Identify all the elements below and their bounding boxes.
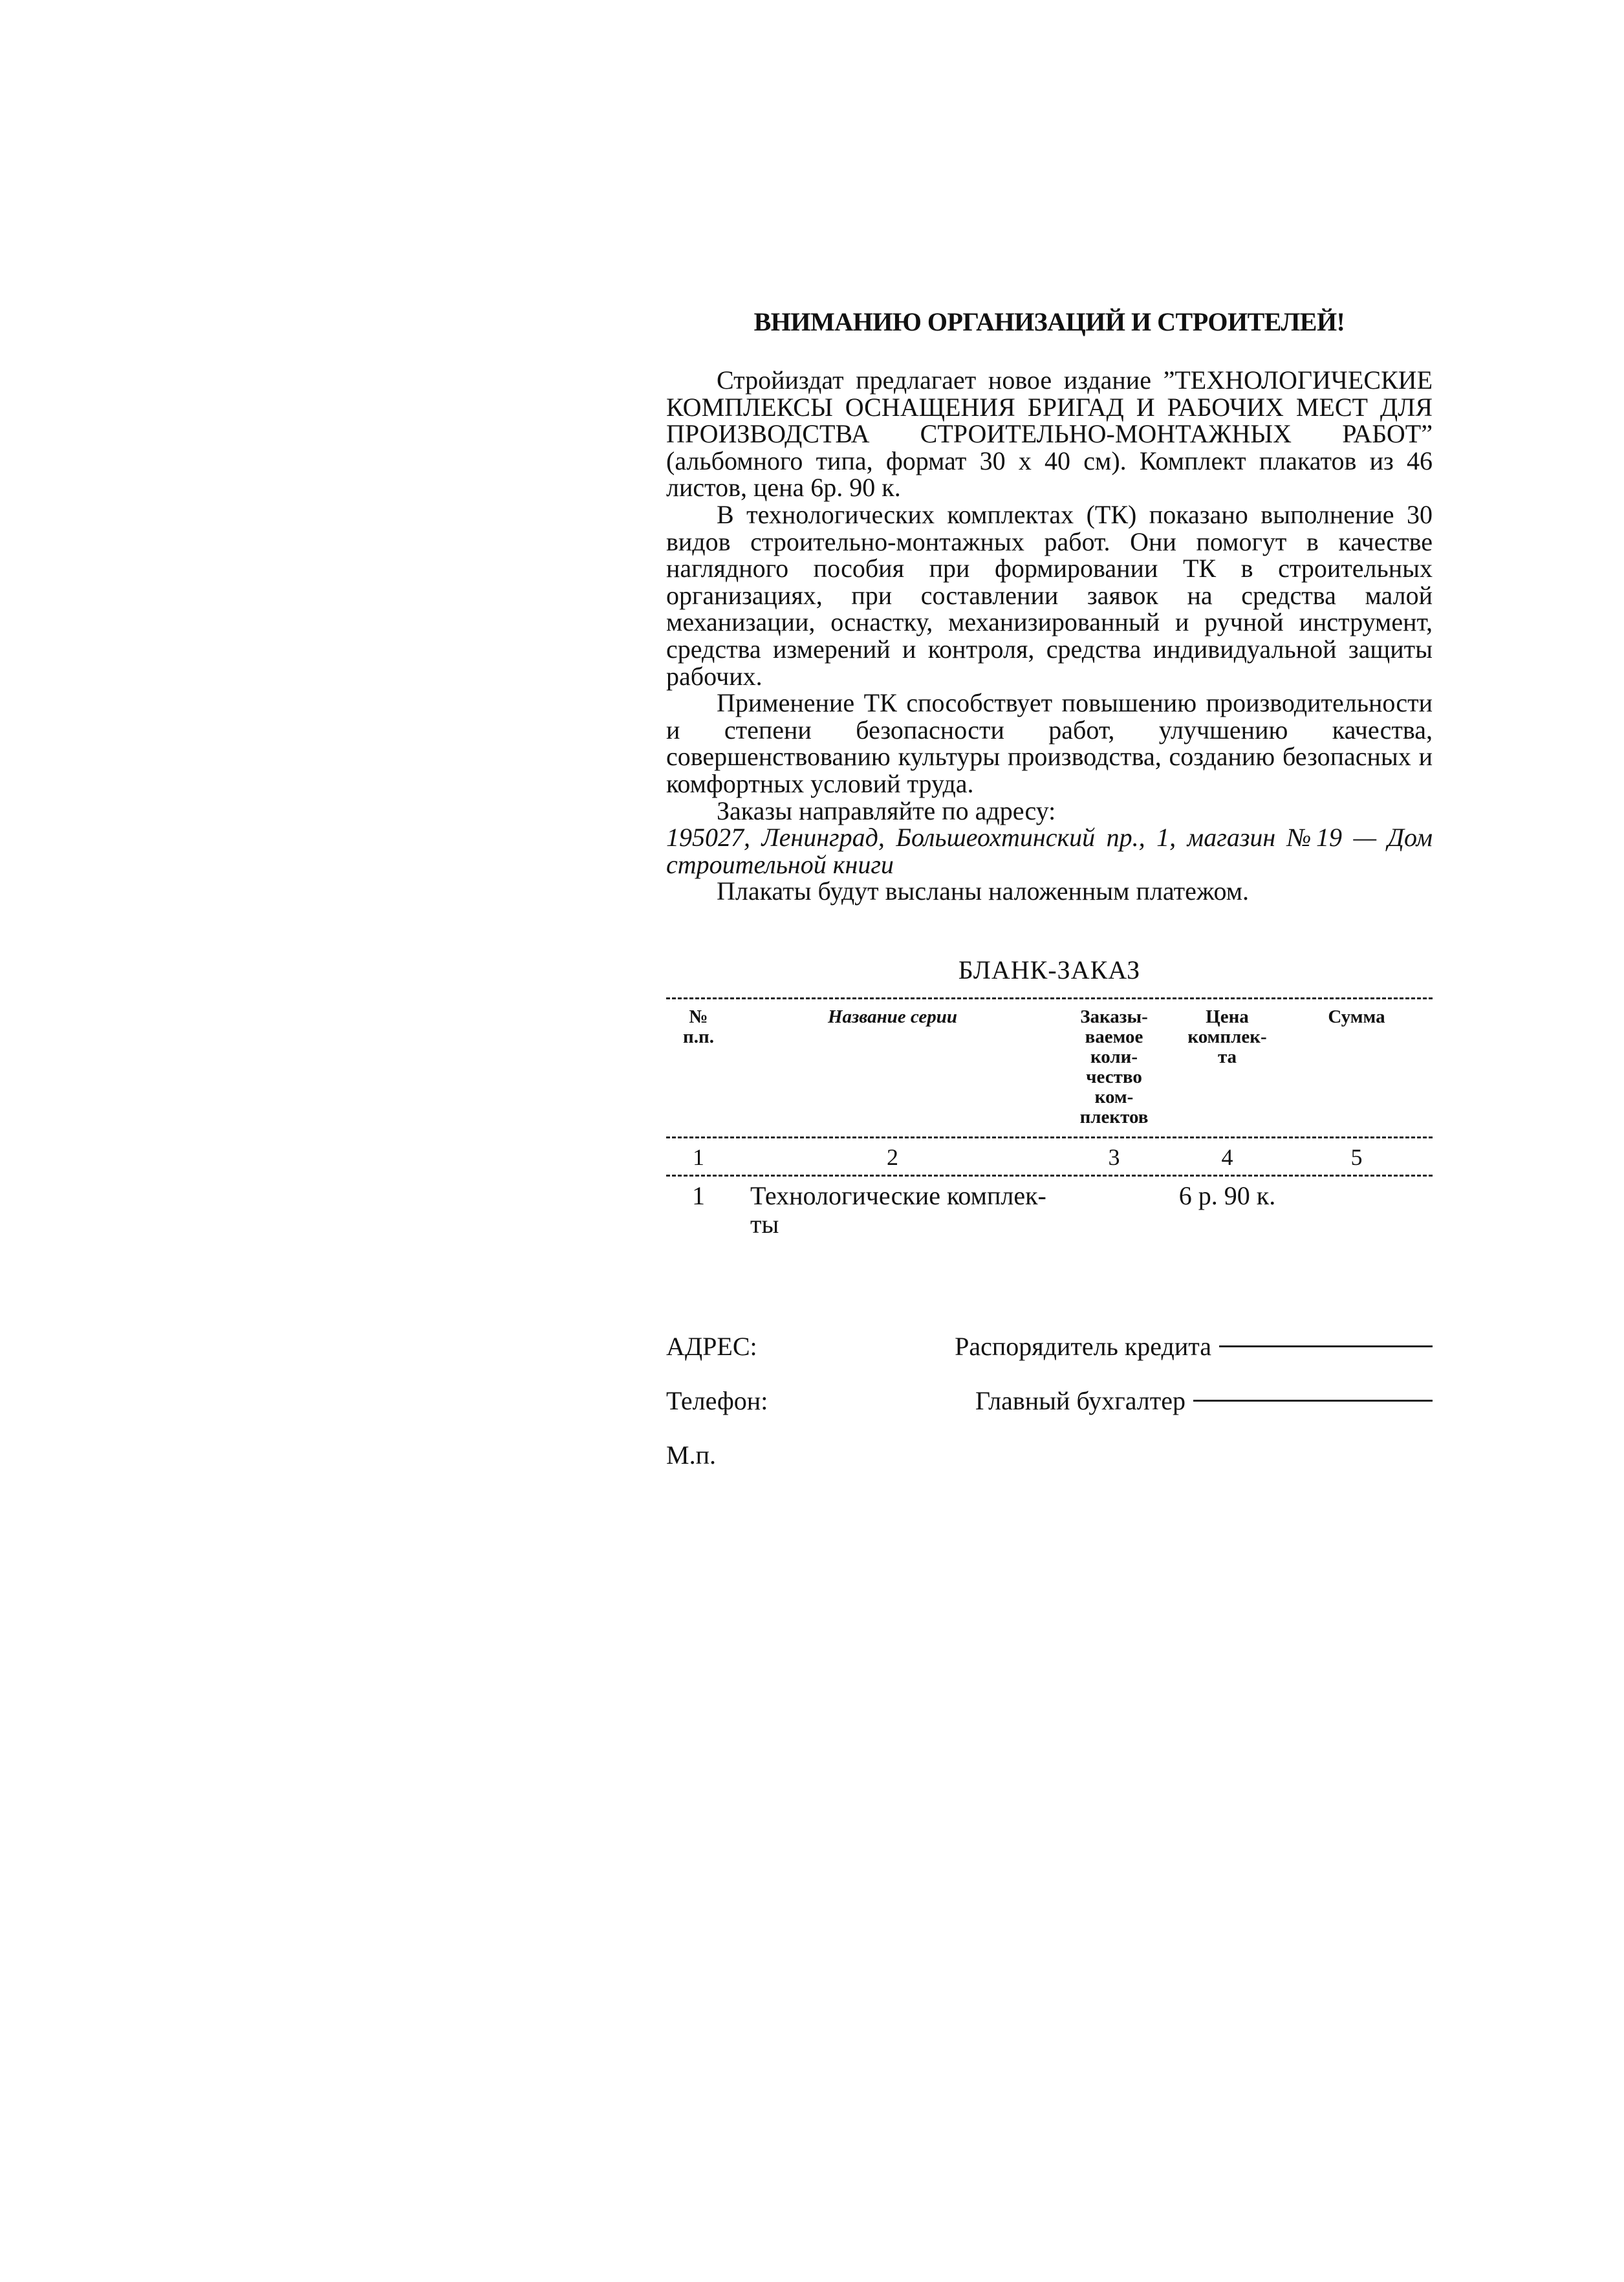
page-heading: ВНИМАНИЮ ОРГАНИЗАЦИЙ И СТРОИТЕЛЕЙ! — [753, 307, 1345, 336]
credit-manager-label: Распорядитель кредита — [955, 1332, 1211, 1361]
row-number: 1 — [692, 1181, 705, 1210]
row-sum[interactable] — [1281, 1182, 1433, 1239]
row-series-name: Технологические комплек- ты — [750, 1181, 1046, 1239]
address-line — [666, 1331, 1433, 1364]
paragraph-delivery: Плакаты будут высланы наложенным платежом. — [717, 876, 1250, 906]
order-form-title: БЛАНК-ЗАКАЗ — [958, 955, 1141, 984]
column-number-row — [666, 1138, 1433, 1175]
header-number: № п.п. — [683, 1006, 714, 1047]
credit-manager-signature-field[interactable] — [1219, 1345, 1433, 1347]
column-number-5: 5 — [1350, 1144, 1363, 1170]
stamp-line — [666, 1440, 1433, 1472]
chief-accountant-label: Главный бухгалтер — [975, 1386, 1186, 1415]
order-address: 195027, Ленинград, Большеохтинский пр., 1, магазин №19 — Дом строительной книги — [666, 823, 1433, 879]
table-header-row — [666, 999, 1433, 1136]
phone-label: Телефон: — [666, 1386, 768, 1415]
row-quantity[interactable] — [1054, 1182, 1174, 1239]
order-form-table — [666, 997, 1433, 1244]
header-price: Цена комплек- та — [1187, 1006, 1267, 1067]
announcement-body — [666, 367, 1433, 905]
header-quantity: Заказы- ваемое коли- чество ком- плектов — [1079, 1006, 1149, 1127]
credit-manager-line — [955, 1331, 1433, 1362]
paragraph-contents: В технологических комплектах (ТК) показано выполнение 30 видов строительно-монтажных работ. Они помогут в качестве наглядного пособия при формировании ТК в строительных организациях, при составлении заявок на средства малой механизации, оснастку, механизированный и ручной инструмент, средства измерений и контроля, средства индивидуальной защиты рабочих. — [666, 499, 1433, 691]
column-number-3: 3 — [1108, 1144, 1120, 1170]
address-label: АДРЕС: — [666, 1332, 757, 1361]
table-row — [666, 1177, 1433, 1244]
column-number-1: 1 — [693, 1144, 704, 1170]
chief-accountant-signature-field[interactable] — [1193, 1400, 1433, 1402]
paragraph-offer: Стройиздат предлагает новое издание ”ТЕХНОЛОГИЧЕСКИЕ КОМПЛЕКСЫ ОСНАЩЕНИЯ БРИГАД И РАБОЧИХ МЕСТ ДЛЯ ПРОИЗВОДСТВА СТРОИТЕЛЬНО-МОНТАЖНЫХ РАБОТ” (альбомного типа, формат 30 х 40 см). Комплект плакатов из 46 листов, цена 6р. 90 к. — [666, 365, 1433, 503]
column-number-2: 2 — [887, 1144, 898, 1170]
phone-line — [666, 1386, 1433, 1418]
column-number-4: 4 — [1221, 1144, 1233, 1170]
stamp-label: М.п. — [666, 1440, 716, 1470]
chief-accountant-line — [975, 1386, 1433, 1416]
header-series-name: Название серии — [827, 1006, 958, 1027]
paragraph-benefits: Применение ТК способствует повышению производительности и степени безопасности работ, улучшению качества, совершенствованию культуры производства, созданию безопасных и комфортных условий труда. — [666, 688, 1433, 798]
header-sum: Сумма — [1328, 1006, 1385, 1027]
row-price: 6 р. 90 к. — [1178, 1181, 1276, 1210]
paragraph-orders: Заказы направляйте по адресу: — [717, 796, 1056, 825]
